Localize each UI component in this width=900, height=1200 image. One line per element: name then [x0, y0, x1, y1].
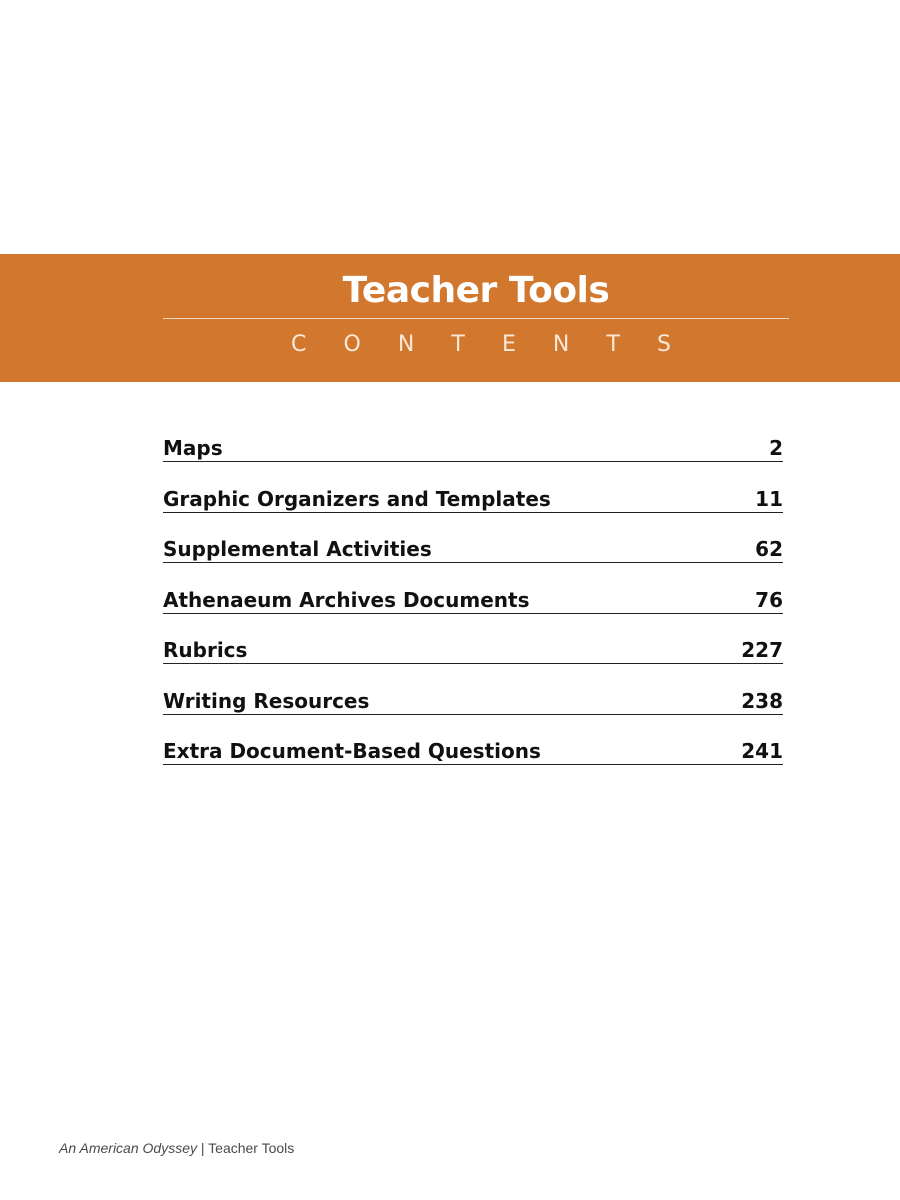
toc-entry-writing-resources[interactable] — [163, 687, 783, 715]
toc-entry-page: 227 — [741, 638, 783, 662]
contents-letter: C — [291, 332, 307, 357]
contents-letter: T — [606, 332, 620, 357]
footer-book-title: An American Odyssey — [59, 1140, 197, 1156]
toc-entry-page: 76 — [755, 587, 783, 612]
toc-entry-graphic-organizers[interactable] — [163, 485, 783, 513]
contents-letter: N — [397, 332, 415, 357]
toc-entry-athenaeum-archives[interactable] — [163, 586, 783, 614]
contents-letter: E — [501, 332, 516, 357]
contents-letter: N — [552, 332, 570, 357]
table-of-contents — [163, 434, 783, 788]
page-title: Teacher Tools — [342, 270, 610, 311]
toc-entry-label: Writing Resources — [163, 688, 370, 713]
toc-entry-rubrics[interactable] — [163, 636, 783, 664]
toc-entry-supplemental-activities[interactable] — [163, 535, 783, 563]
toc-entry-page: 11 — [755, 486, 783, 511]
contents-heading — [291, 329, 671, 361]
toc-entry-page: 2 — [769, 436, 783, 460]
toc-entry-extra-dbq[interactable] — [163, 737, 783, 765]
footer-separator: | — [196, 1140, 209, 1156]
toc-entry-label: Extra Document-Based Questions — [163, 739, 541, 763]
toc-entry-maps[interactable] — [163, 434, 783, 462]
toc-entry-page: 62 — [755, 537, 783, 561]
toc-entry-label: Maps — [163, 436, 223, 460]
title-divider — [163, 318, 789, 319]
toc-entry-page: 241 — [741, 739, 783, 763]
toc-entry-label: Athenaeum Archives Documents — [163, 587, 530, 612]
toc-entry-label: Graphic Organizers and Templates — [163, 486, 551, 511]
toc-entry-label: Rubrics — [163, 638, 248, 662]
page-footer — [59, 1139, 294, 1157]
contents-letter: S — [657, 332, 671, 357]
toc-entry-page: 238 — [741, 688, 783, 713]
toc-entry-label: Supplemental Activities — [163, 537, 432, 561]
footer-section: Teacher Tools — [208, 1140, 295, 1156]
contents-letter: O — [343, 332, 361, 357]
contents-letter: T — [451, 332, 465, 357]
